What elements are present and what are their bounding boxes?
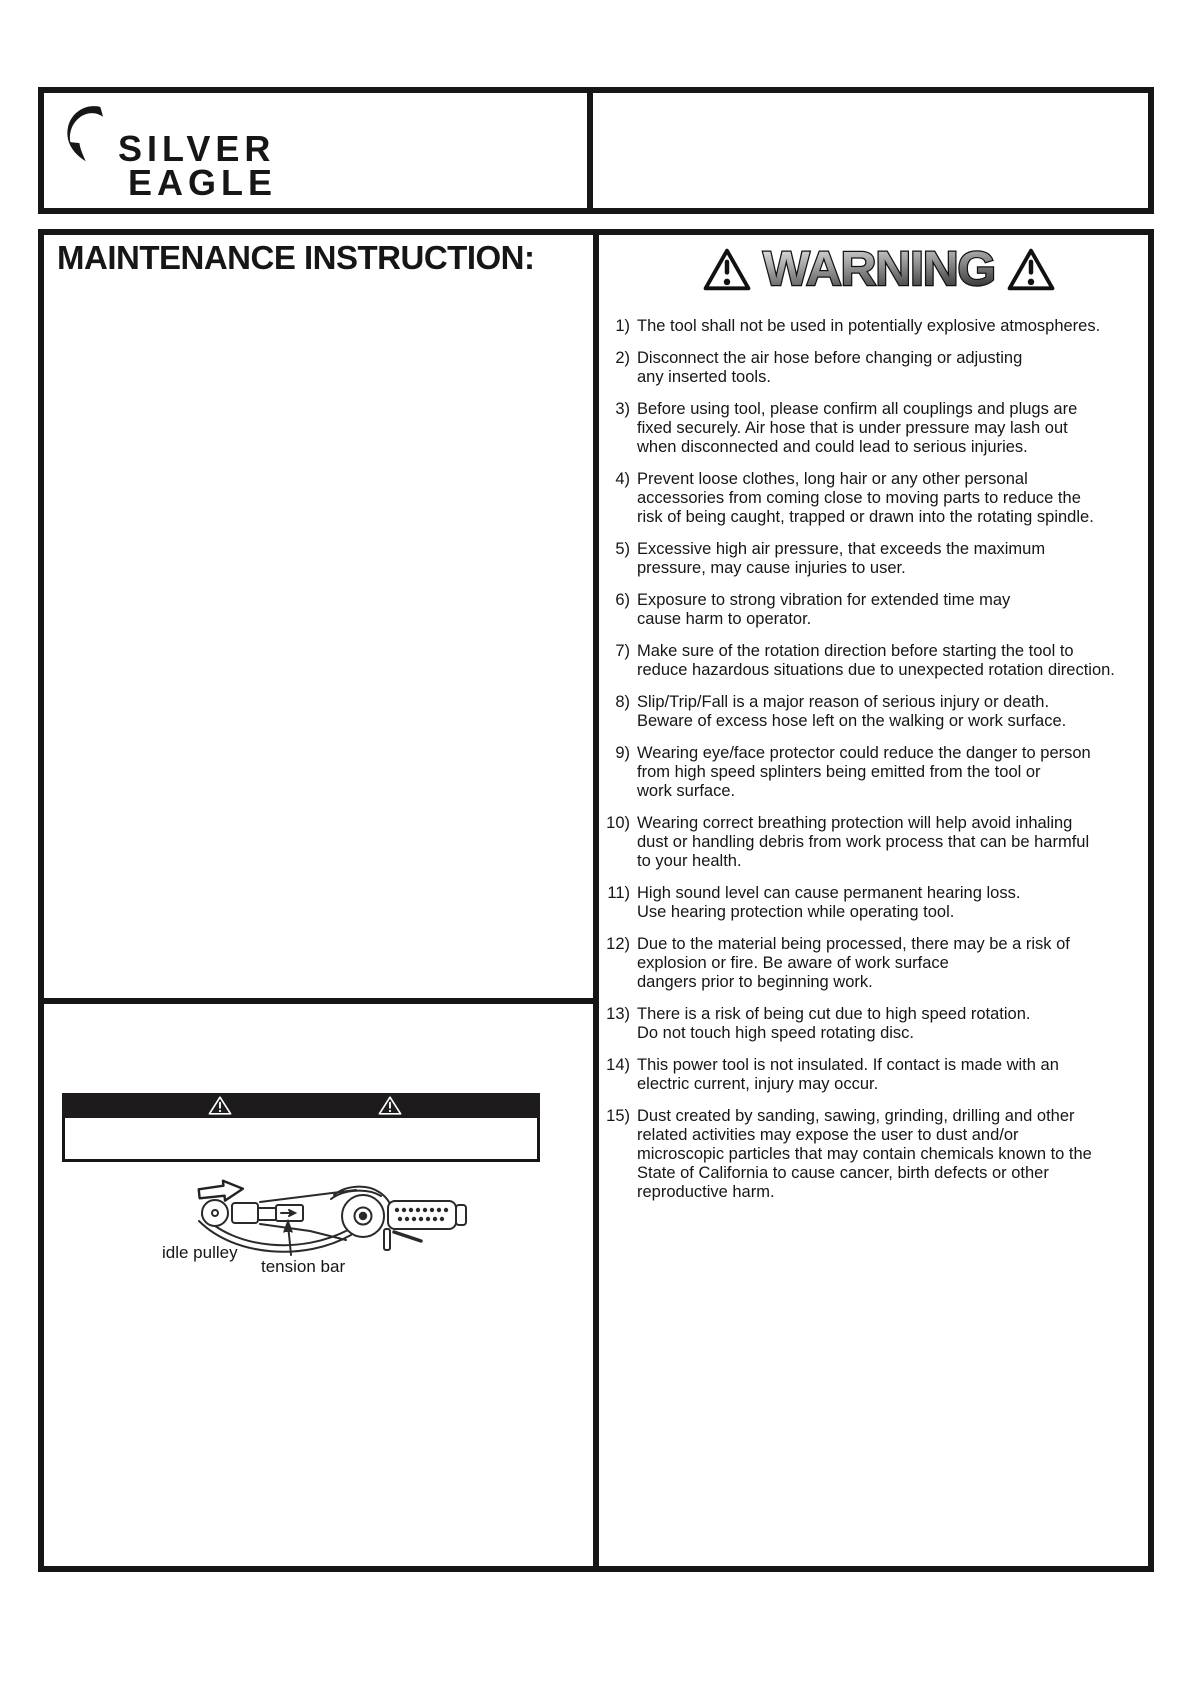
warning-item-number: 14) bbox=[606, 1056, 630, 1074]
warning-item-line: to your health. bbox=[637, 852, 742, 870]
header-logo-cell bbox=[44, 93, 593, 208]
warning-item-number: 4) bbox=[615, 470, 630, 488]
warning-item-text bbox=[637, 1107, 1156, 1202]
warning-item-text bbox=[637, 1056, 1156, 1094]
warning-item-line: dangers prior to beginning work. bbox=[637, 973, 873, 991]
warning-item-number: 8) bbox=[615, 693, 630, 711]
warning-item-line: Due to the material being processed, there may be a risk of bbox=[637, 935, 1070, 953]
warning-item bbox=[600, 591, 1156, 629]
warning-item-line: Prevent loose clothes, long hair or any other personal bbox=[637, 470, 1028, 488]
warning-item bbox=[600, 349, 1156, 387]
main-box bbox=[38, 229, 1154, 1572]
header-box bbox=[38, 87, 1154, 214]
warning-item bbox=[600, 814, 1156, 871]
warning-item bbox=[600, 470, 1156, 527]
logo-word-silver: SILVER bbox=[118, 128, 276, 169]
warning-item-line: There is a risk of being cut due to high speed rotation. bbox=[637, 1005, 1031, 1023]
warning-item-text bbox=[637, 591, 1156, 629]
warning-item-number: 6) bbox=[615, 591, 630, 609]
warning-item-line: Slip/Trip/Fall is a major reason of serious injury or death. bbox=[637, 693, 1050, 711]
warning-item-text bbox=[637, 642, 1156, 680]
warning-item-number: 12) bbox=[606, 935, 630, 953]
idle-pulley-label: idle pulley bbox=[162, 1243, 238, 1262]
silver-eagle-logo bbox=[62, 99, 362, 207]
warning-item-number: 9) bbox=[615, 744, 630, 762]
warning-item-line: Beware of excess hose left on the walking or work surface. bbox=[637, 712, 1067, 730]
warning-item bbox=[600, 884, 1156, 922]
warning-item-line: cause harm to operator. bbox=[637, 610, 812, 628]
warning-item bbox=[600, 693, 1156, 731]
column-divider bbox=[593, 235, 599, 1566]
warning-item-text bbox=[637, 470, 1156, 527]
warning-item-line: from high speed splinters being emitted from the tool or bbox=[637, 763, 1041, 781]
warning-item-line: Dust created by sanding, sawing, grinding, drilling and other bbox=[637, 1107, 1075, 1125]
warning-item-number: 10) bbox=[606, 814, 630, 832]
warning-item-line: accessories from coming close to moving parts to reduce the bbox=[637, 489, 1081, 507]
warning-banner bbox=[684, 243, 1074, 295]
warning-item-text bbox=[637, 400, 1156, 457]
warning-item-number: 11) bbox=[607, 884, 630, 902]
warning-item-line: pressure, may cause injuries to user. bbox=[637, 559, 906, 577]
warning-item-line: Excessive high air pressure, that exceeds the maximum bbox=[637, 540, 1046, 558]
warning-item-text bbox=[637, 693, 1156, 731]
warning-item-text bbox=[637, 1005, 1156, 1043]
warning-item-line: electric current, injury may occur. bbox=[637, 1075, 879, 1093]
warning-item bbox=[600, 935, 1156, 992]
warning-item-line: dust or handling debris from work process that can be harmful bbox=[637, 833, 1090, 851]
warning-item-line: any inserted tools. bbox=[637, 368, 771, 386]
warning-title-art bbox=[760, 243, 998, 295]
warning-item-text bbox=[637, 540, 1156, 578]
warning-item-line: Wearing eye/face protector could reduce the danger to person bbox=[637, 744, 1091, 762]
caution-text-box bbox=[62, 1118, 540, 1162]
warning-item-line: Make sure of the rotation direction before starting the tool to bbox=[637, 642, 1074, 660]
warning-item-line: Do not touch high speed rotating disc. bbox=[637, 1024, 915, 1042]
warning-item-line: Disconnect the air hose before changing or adjusting bbox=[637, 349, 1023, 367]
warning-item-number: 2) bbox=[615, 349, 630, 367]
warning-item-line: work surface. bbox=[637, 782, 736, 800]
warning-item-text bbox=[637, 884, 1156, 922]
page-title: MAINTENANCE INSTRUCTION: bbox=[57, 239, 535, 276]
eagle-head-icon bbox=[64, 105, 122, 163]
warning-item-line: Wearing correct breathing protection will help avoid inhaling bbox=[637, 814, 1073, 832]
tension-bar-label: tension bar bbox=[261, 1257, 346, 1276]
warning-item bbox=[600, 1056, 1156, 1094]
warning-item-line: reproductive harm. bbox=[637, 1183, 775, 1201]
warning-item-line: Exposure to strong vibration for extended time may bbox=[637, 591, 1011, 609]
warning-item-text bbox=[637, 814, 1156, 871]
warning-item-number: 13) bbox=[606, 1005, 630, 1023]
warning-triangle-icon bbox=[703, 247, 751, 292]
caution-strip bbox=[62, 1093, 540, 1118]
warning-item-number: 7) bbox=[615, 642, 630, 660]
warning-item-line: fixed securely. Air hose that is under pressure may lash out bbox=[637, 419, 1068, 437]
warning-item-line: Before using tool, please confirm all couplings and plugs are bbox=[637, 400, 1078, 418]
warning-item-line: related activities may expose the user to dust and/or bbox=[637, 1126, 1019, 1144]
warning-item-text bbox=[637, 349, 1156, 387]
warning-item bbox=[600, 744, 1156, 801]
warning-item-line: This power tool is not insulated. If contact is made with an bbox=[637, 1056, 1059, 1074]
warning-triangle-icon bbox=[1007, 247, 1055, 292]
warning-item-line: State of California to cause cancer, birth defects or other bbox=[637, 1164, 1049, 1182]
warning-item bbox=[600, 540, 1156, 578]
warning-item bbox=[600, 317, 1156, 336]
warning-item-line: when disconnected and could lead to serious injuries. bbox=[637, 438, 1028, 456]
warning-item-line: risk of being caught, trapped or drawn into the rotating spindle. bbox=[637, 508, 1094, 526]
warning-item-number: 1) bbox=[615, 317, 630, 335]
warning-item bbox=[600, 1107, 1156, 1202]
logo-word-eagle: EAGLE bbox=[128, 162, 278, 203]
warning-triangle-icon bbox=[208, 1095, 232, 1116]
warning-list bbox=[600, 317, 1156, 1215]
warning-item bbox=[600, 400, 1156, 457]
warning-item bbox=[600, 642, 1156, 680]
warning-item-line: High sound level can cause permanent hearing loss. bbox=[637, 884, 1021, 902]
warning-item-number: 15) bbox=[606, 1107, 630, 1125]
warning-item-line: explosion or fire. Be aware of work surface bbox=[637, 954, 949, 972]
warning-item-text bbox=[637, 935, 1156, 992]
warning-item bbox=[600, 1005, 1156, 1043]
warning-item-line: Use hearing protection while operating tool. bbox=[637, 903, 955, 921]
warning-item-text bbox=[637, 317, 1156, 336]
warning-item-number: 3) bbox=[615, 400, 630, 418]
warning-item-number: 5) bbox=[615, 540, 630, 558]
header-empty-cell bbox=[593, 93, 1148, 208]
left-column-divider bbox=[44, 998, 599, 1004]
warning-item-line: microscopic particles that may contain chemicals known to the bbox=[637, 1145, 1092, 1163]
warning-item-text bbox=[637, 744, 1156, 801]
warning-title: WARNING bbox=[763, 243, 995, 295]
warning-item-line: reduce hazardous situations due to unexpected rotation direction. bbox=[637, 661, 1115, 679]
warning-triangle-icon bbox=[378, 1095, 402, 1116]
warning-item-line: The tool shall not be used in potentially explosive atmospheres. bbox=[637, 317, 1101, 335]
